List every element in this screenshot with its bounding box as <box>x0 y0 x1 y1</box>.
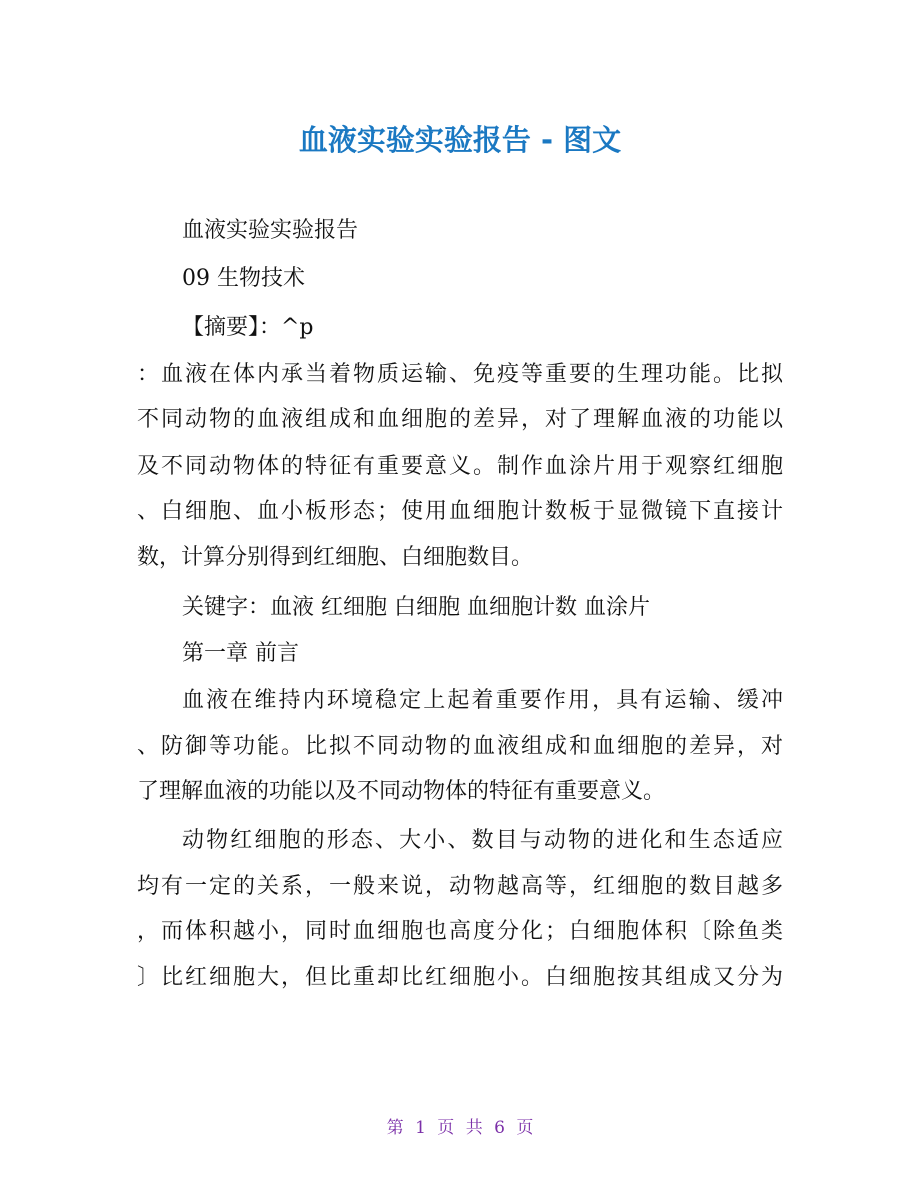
abstract-line-5: 数，计算分别得到红细胞、白细胞数目。 <box>137 545 534 570</box>
rbc-line-2: 均有一定的关系，一般来说，动物越高等，红细胞的数目越多 <box>137 874 783 899</box>
class-line: 09 生物技术 <box>182 266 305 291</box>
chapter-heading: 第一章 前言 <box>182 641 299 666</box>
rbc-line-1: 动物红细胞的形态、大小、数目与动物的进化和生态适应 <box>182 828 783 853</box>
preface-line-1: 血液在维持内环境稳定上起着重要作用，具有运输、缓冲 <box>182 688 783 713</box>
page-footer: 第 1 页 共 6 页 <box>386 1118 534 1138</box>
report-heading-line: 血液实验实验报告 <box>182 218 359 243</box>
document-title: 血液实验实验报告 - 图文 <box>298 123 622 157</box>
rbc-line-3: ，而体积越小，同时血细胞也高度分化；白细胞体积〔除鱼类 <box>137 919 783 944</box>
keywords-line: 关键字：血液 红细胞 白细胞 血细胞计数 血涂片 <box>182 595 650 620</box>
abstract-line-2: 不同动物的血液组成和血细胞的差异，对了理解血液的功能以 <box>137 407 783 432</box>
preface-line-2: 、防御等功能。比拟不同动物的血液组成和血细胞的差异，对 <box>137 734 783 759</box>
preface-line-3: 了理解血液的功能以及不同动物体的特征有重要意义。 <box>137 779 666 804</box>
rbc-line-4: 〕比红细胞大，但比重却比红细胞小。白细胞按其组成又分为 <box>137 965 783 990</box>
abstract-heading: 【摘要】：^p <box>182 315 314 340</box>
abstract-line-1: ：血液在体内承当着物质运输、免疫等重要的生理功能。比拟 <box>137 362 783 387</box>
abstract-line-3: 及不同动物体的特征有重要意义。制作血涂片用于观察红细胞 <box>137 454 783 479</box>
abstract-line-4: 、白细胞、血小板形态；使用血细胞计数板于显微镜下直接计 <box>137 499 783 524</box>
